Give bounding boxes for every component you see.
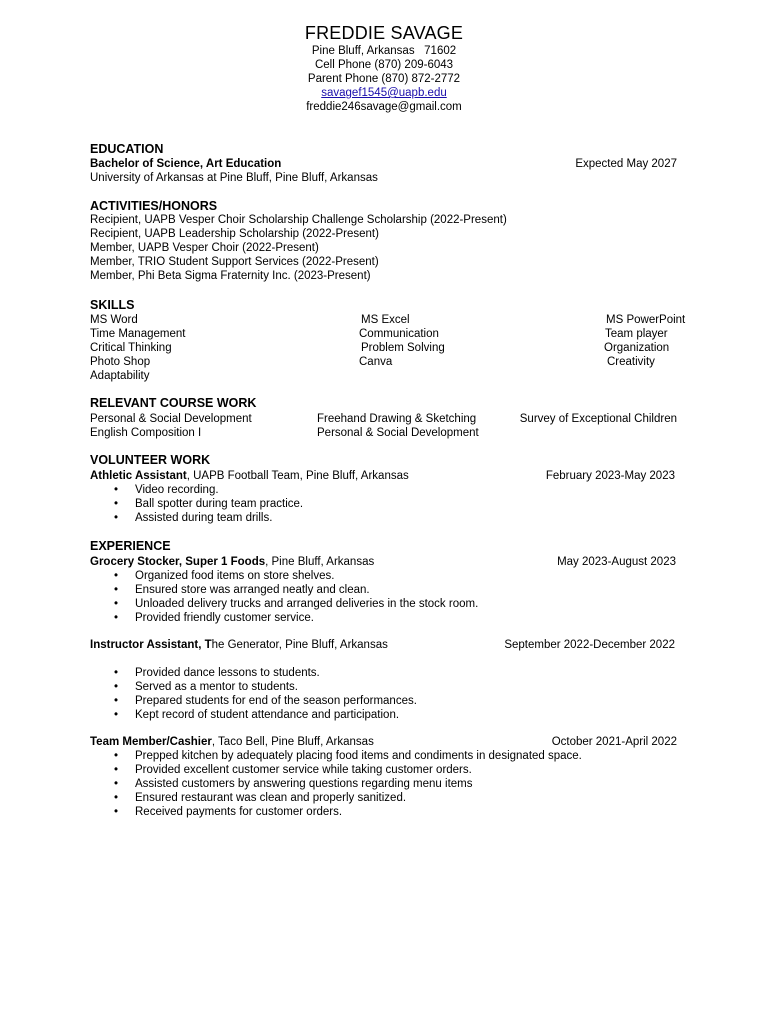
list-item: • Prepped kitchen by adequately placing food items and condiments in designated space. bbox=[90, 749, 582, 763]
job-date: May 2023-August 2023 bbox=[557, 556, 676, 568]
skill-item: Team player bbox=[605, 328, 668, 340]
job-row bbox=[90, 735, 677, 749]
skill-item: Problem Solving bbox=[361, 342, 445, 354]
parent-phone-line: Parent Phone (870) 872-2772 bbox=[307, 73, 461, 85]
list-item: • Assisted customers by answering questions regarding menu items bbox=[90, 777, 582, 791]
job-row bbox=[90, 555, 677, 569]
course-item: Personal & Social Development bbox=[90, 413, 252, 425]
coursework-heading: RELEVANT COURSE WORK bbox=[90, 396, 257, 410]
skill-item: MS Excel bbox=[361, 314, 410, 326]
job-role: Team Member/Cashier bbox=[90, 736, 212, 748]
course-item: English Composition I bbox=[90, 427, 202, 439]
volunteer-org: , UAPB Football Team, Pine Bluff, Arkansas bbox=[186, 470, 409, 482]
job-date: September 2022-December 2022 bbox=[504, 639, 675, 651]
job-row bbox=[90, 638, 677, 652]
secondary-email: freddie246savage@gmail.com bbox=[306, 101, 462, 113]
job-role: Instructor Assistant, T bbox=[90, 639, 212, 651]
skill-item: Communication bbox=[359, 328, 439, 340]
list-item: • Ensured store was arranged neatly and clean. bbox=[90, 583, 478, 597]
activity-item: Member, TRIO Student Support Services (2022-Present) bbox=[90, 256, 379, 268]
skill-item: Photo Shop bbox=[90, 356, 151, 368]
volunteer-bullets bbox=[90, 483, 303, 525]
cell-phone-line: Cell Phone (870) 209-6043 bbox=[314, 59, 454, 71]
job-org: , Taco Bell, Pine Bluff, Arkansas bbox=[211, 736, 374, 748]
list-item: • Received payments for customer orders. bbox=[90, 805, 582, 819]
list-item: • Provided excellent customer service while taking customer orders. bbox=[90, 763, 582, 777]
list-item: • Provided dance lessons to students. bbox=[90, 666, 417, 680]
address-line: Pine Bluff, Arkansas 71602 bbox=[311, 45, 457, 57]
list-item: • Provided friendly customer service. bbox=[90, 611, 478, 625]
skill-item: MS PowerPoint bbox=[606, 314, 686, 326]
volunteer-date: February 2023-May 2023 bbox=[545, 470, 675, 482]
skill-item: MS Word bbox=[90, 314, 138, 326]
school-name: University of Arkansas at Pine Bluff, Pine Bluff, Arkansas bbox=[90, 172, 378, 184]
job-date: October 2021-April 2022 bbox=[551, 736, 677, 748]
skill-item: Canva bbox=[359, 356, 393, 368]
activity-item: Recipient, UAPB Vesper Choir Scholarship Challenge Scholarship (2022-Present) bbox=[90, 214, 507, 226]
resume-header bbox=[0, 22, 768, 114]
volunteer-role: Athletic Assistant bbox=[90, 470, 187, 482]
skills-heading: SKILLS bbox=[90, 298, 135, 312]
list-item: • Organized food items on store shelves. bbox=[90, 569, 478, 583]
experience-heading: EXPERIENCE bbox=[90, 539, 171, 553]
applicant-name: FREDDIE SAVAGE bbox=[304, 23, 464, 43]
course-item: Survey of Exceptional Children bbox=[519, 413, 677, 425]
job-role: Grocery Stocker, Super 1 Foods bbox=[90, 556, 266, 568]
skill-item: Time Management bbox=[90, 328, 186, 340]
email-link[interactable]: savagef1545@uapb.edu bbox=[321, 87, 447, 99]
degree-date: Expected May 2027 bbox=[575, 158, 677, 170]
activity-item: Member, UAPB Vesper Choir (2022-Present) bbox=[90, 242, 319, 254]
volunteer-heading: VOLUNTEER WORK bbox=[90, 453, 211, 467]
activity-item: Recipient, UAPB Leadership Scholarship (2022-Present) bbox=[90, 228, 379, 240]
activities-heading: ACTIVITIES/HONORS bbox=[90, 199, 218, 213]
list-item: • Video recording. bbox=[90, 483, 303, 497]
degree-name: Bachelor of Science, Art Education bbox=[90, 158, 282, 170]
skill-item: Critical Thinking bbox=[90, 342, 172, 354]
list-item: • Unloaded delivery trucks and arranged deliveries in the stock room. bbox=[90, 597, 478, 611]
skill-item: Organization bbox=[604, 342, 670, 354]
education-heading: EDUCATION bbox=[90, 142, 164, 156]
activity-item: Member, Phi Beta Sigma Fraternity Inc. (2023-Present) bbox=[90, 270, 371, 282]
list-item: • Ensured restaurant was clean and properly sanitized. bbox=[90, 791, 582, 805]
skill-item: Creativity bbox=[607, 356, 655, 368]
education-degree-row bbox=[90, 157, 677, 171]
job-bullets bbox=[90, 749, 582, 819]
list-item: • Served as a mentor to students. bbox=[90, 680, 417, 694]
list-item: • Ball spotter during team practice. bbox=[90, 497, 303, 511]
job-bullets bbox=[90, 666, 417, 722]
course-item: Freehand Drawing & Sketching bbox=[317, 413, 477, 425]
job-org: he Generator, Pine Bluff, Arkansas bbox=[211, 639, 388, 651]
job-org: , Pine Bluff, Arkansas bbox=[265, 556, 375, 568]
list-item: • Kept record of student attendance and participation. bbox=[90, 708, 417, 722]
volunteer-role-row bbox=[90, 469, 677, 483]
list-item: • Prepared students for end of the season performances. bbox=[90, 694, 417, 708]
job-bullets bbox=[90, 569, 478, 625]
list-item: • Assisted during team drills. bbox=[90, 511, 303, 525]
skill-item: Adaptability bbox=[90, 370, 150, 382]
course-item: Personal & Social Development bbox=[317, 427, 479, 439]
